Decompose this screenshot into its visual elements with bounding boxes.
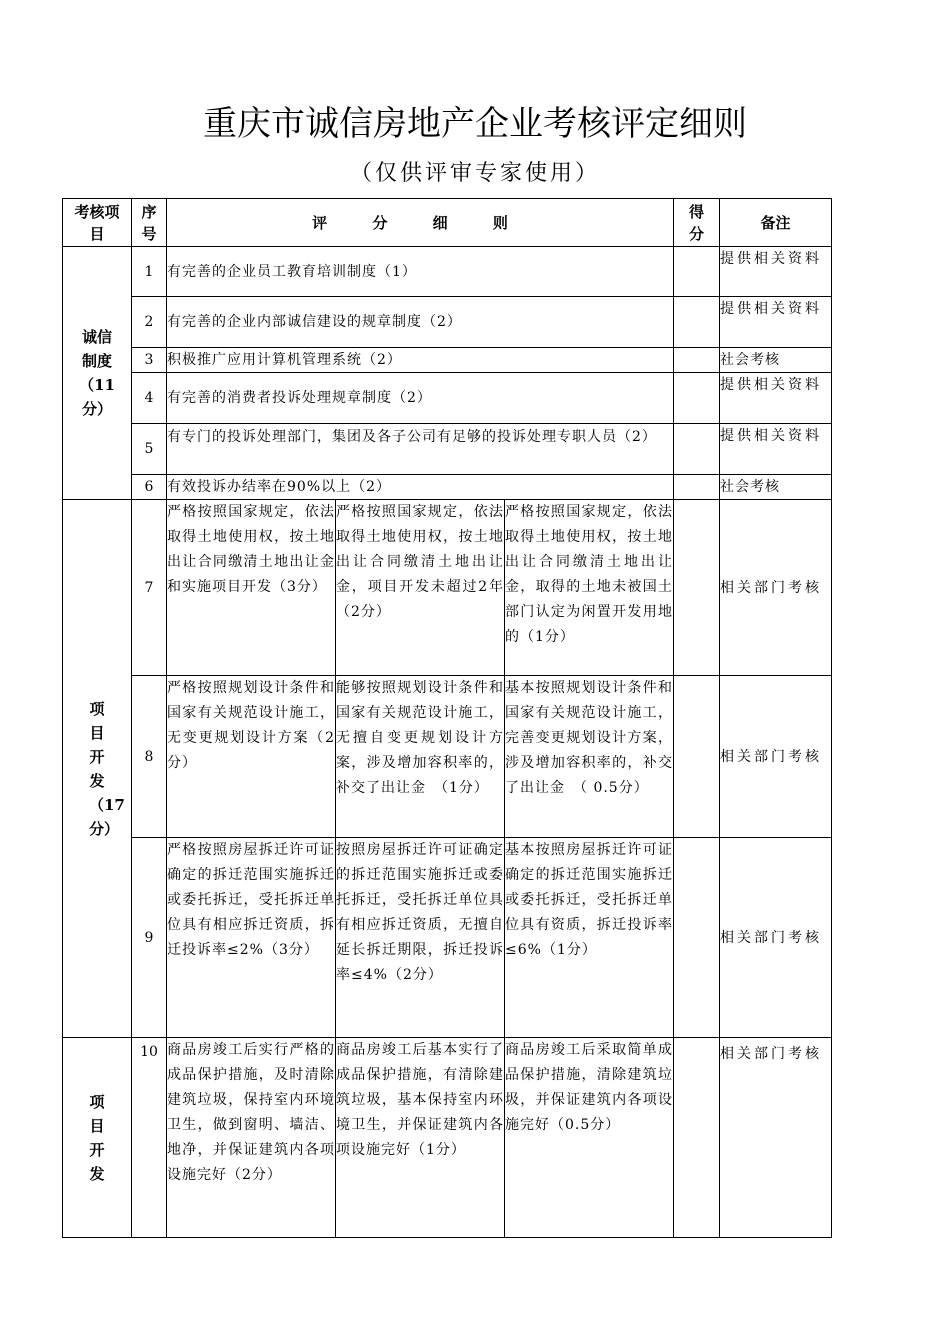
- row-note: 相关部门考核: [720, 676, 832, 838]
- row-note: 相关部门考核: [720, 500, 832, 676]
- score-cell: [674, 676, 720, 838]
- row-number: 7: [132, 500, 167, 676]
- row-description: 有专门的投诉处理部门，集团及各子公司有足够的投诉处理专职人员（2）: [167, 424, 674, 475]
- row-note: 相关部门考核: [720, 838, 832, 1038]
- row-number: 6: [132, 475, 167, 500]
- score-cell: [674, 475, 720, 500]
- table-row: [63, 500, 832, 676]
- row-number: 8: [132, 676, 167, 838]
- table-row: [63, 247, 832, 297]
- criteria-cell: 按照房屋拆迁许可证确定的拆迁范围实施拆迁或委托拆迁，受托拆迁单位具有相应拆迁资质，无擅自延长拆迁期限，拆迁投诉率≤4%（2分）: [336, 838, 505, 1038]
- page-title: 重庆市诚信房地产企业考核评定细则: [203, 104, 747, 144]
- criteria-cell: 基本按照规划设计条件和国家有关规范设计施工，完善变更规划设计方案，涉及增加容积率的，补交了出让金 （ 0.5分）: [505, 676, 674, 838]
- row-number: 4: [132, 373, 167, 424]
- row-description: 有效投诉办结率在90%以上（2）: [167, 475, 674, 500]
- table-row: [63, 475, 832, 500]
- row-note: 提供相关资料: [720, 373, 832, 424]
- row-description: 有完善的企业内部诚信建设的规章制度（2）: [167, 297, 674, 348]
- header-note: 备注: [720, 199, 832, 247]
- row-number: 9: [132, 838, 167, 1038]
- header-row: [63, 199, 832, 247]
- table-row: [63, 676, 832, 838]
- table-row: [63, 348, 832, 373]
- table-row: [63, 838, 832, 1038]
- criteria-cell: 严格按照国家规定，依法取得土地使用权，按土地出让合同缴清土地出让金，取得的土地未被国土部门认定为闲置开发用地的（1分）: [505, 500, 674, 676]
- criteria-cell: 严格按照国家规定，依法取得土地使用权，按土地出让合同缴清土地出让金和实施项目开发（3分）: [167, 500, 336, 676]
- row-number: 2: [132, 297, 167, 348]
- table-row: [63, 424, 832, 475]
- category-cell: 项目开发: [63, 1038, 132, 1238]
- table-row: [63, 373, 832, 424]
- criteria-cell: 严格按照房屋拆迁许可证确定的拆迁范围实施拆迁或委托拆迁，受托拆迁单位具有相应拆迁资质，拆迁投诉率≤2%（3分）: [167, 838, 336, 1038]
- row-note: 提供相关资料: [720, 247, 832, 297]
- row-note: 社会考核: [720, 475, 832, 500]
- score-cell: [674, 838, 720, 1038]
- table-row: [63, 297, 832, 348]
- header-category: 考核项目: [63, 199, 132, 247]
- score-cell: [674, 373, 720, 424]
- row-description: 积极推广应用计算机管理系统（2）: [167, 348, 674, 373]
- score-cell: [674, 424, 720, 475]
- header-number: 序号: [132, 199, 167, 247]
- criteria-cell: 基本按照房屋拆迁许可证确定的拆迁范围实施拆迁或委托拆迁，受托拆迁单位具有资质，拆迁投诉率≤6%（1分）: [505, 838, 674, 1038]
- row-number: 10: [132, 1038, 167, 1238]
- row-number: 3: [132, 348, 167, 373]
- criteria-cell: 严格按照国家规定，依法取得土地使用权，按土地出让合同缴清土地出让金，项目开发未超过2年（2分）: [336, 500, 505, 676]
- score-cell: [674, 348, 720, 373]
- score-cell: [674, 1038, 720, 1238]
- criteria-cell: 商品房竣工后基本实行了成品保护措施，有清除建筑垃圾，基本保持室内环境卫生，并保证建筑内各项设施完好（1分）: [336, 1038, 505, 1238]
- score-cell: [674, 500, 720, 676]
- score-cell: [674, 297, 720, 348]
- criteria-cell: 商品房竣工后实行严格的成品保护措施，及时清除建筑垃圾，保持室内环境卫生，做到窗明、墙洁、地净，并保证建筑内各项设施完好（2分）: [167, 1038, 336, 1238]
- row-note: 相关部门考核: [720, 1038, 832, 1238]
- category-cell: 诚信制度（11分）: [63, 247, 132, 500]
- table-row: [63, 1038, 832, 1238]
- row-description: 有完善的企业员工教育培训制度（1）: [167, 247, 674, 297]
- header-score: 得分: [674, 199, 720, 247]
- row-note: 社会考核: [720, 348, 832, 373]
- page-subtitle: （仅供评审专家使用）: [349, 161, 600, 186]
- row-note: 提供相关资料: [720, 297, 832, 348]
- row-number: 1: [132, 247, 167, 297]
- row-number: 5: [132, 424, 167, 475]
- category-cell: 项目开发（17分）: [63, 500, 132, 1038]
- row-description: 有完善的消费者投诉处理规章制度（2）: [167, 373, 674, 424]
- criteria-cell: 商品房竣工后采取简单成品保护措施，清除建筑垃圾，并保证建筑内各项设施完好（0.5分）: [505, 1038, 674, 1238]
- score-cell: [674, 247, 720, 297]
- criteria-cell: 能够按照规划设计条件和国家有关规范设计施工，无擅自变更规划设计方案，涉及增加容积率的，补交了出让金 （1分）: [336, 676, 505, 838]
- criteria-cell: 严格按照规划设计条件和国家有关规范设计施工，无变更规划设计方案（2分）: [167, 676, 336, 838]
- rules-table: [62, 198, 832, 1238]
- header-criteria: 评 分 细 则: [167, 199, 674, 247]
- row-note: 提供相关资料: [720, 424, 832, 475]
